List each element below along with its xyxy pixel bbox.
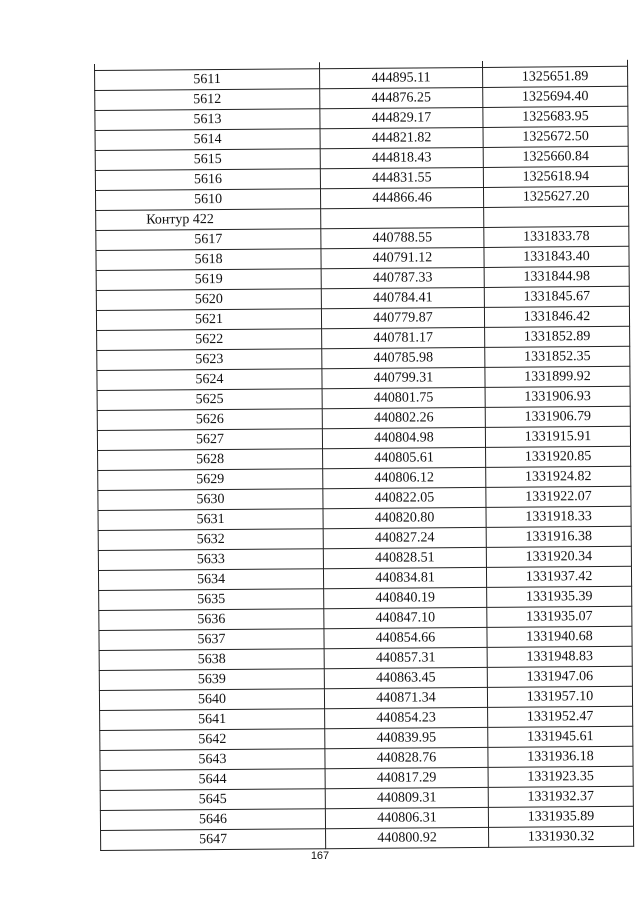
contour-label: Контур 422 [96,209,321,231]
table-row [101,826,634,850]
x-coordinate-cell: 440781.17 [322,327,485,348]
x-coordinate-cell: 440809.31 [325,787,488,808]
x-coordinate-cell: 440799.31 [322,367,485,388]
point-number-cell: 5611 [95,69,320,91]
y-coordinate-cell: 1331916.38 [486,526,631,547]
y-coordinate-cell: 1331937.42 [486,566,631,587]
y-coordinate-cell: 1331922.07 [486,486,631,507]
point-number-cell: 5630 [98,489,323,511]
y-coordinate-cell: 1331845.67 [484,286,629,307]
point-number-cell: 5615 [95,149,320,171]
x-coordinate-cell: 440784.41 [321,287,484,308]
y-coordinate-cell: 1331936.18 [488,746,633,767]
x-coordinate-cell: 440788.55 [321,227,484,248]
point-number-cell: 5625 [97,389,322,411]
empty-cell [321,207,484,228]
point-number-cell: 5641 [100,709,325,731]
y-coordinate-cell: 1331915.91 [485,426,630,447]
point-number-cell: 5621 [96,309,321,331]
point-number-cell: 5635 [99,589,324,611]
y-coordinate-cell: 1331930.32 [489,826,634,847]
y-coordinate-cell: 1331952.47 [488,706,633,727]
point-number-cell: 5636 [99,609,324,631]
point-number-cell: 5612 [95,89,320,111]
y-coordinate-cell: 1331947.06 [487,666,632,687]
point-number-cell: 5629 [98,469,323,491]
point-number-cell: 5618 [96,249,321,271]
x-coordinate-cell: 440863.45 [324,667,487,688]
x-coordinate-cell: 440827.24 [323,527,486,548]
x-coordinate-cell: 440806.12 [323,467,486,488]
x-coordinate-cell: 444831.55 [320,167,483,188]
empty-cell [484,206,629,227]
y-coordinate-cell: 1331935.89 [488,806,633,827]
y-coordinate-cell: 1331923.35 [488,766,633,787]
x-coordinate-cell: 440805.61 [323,447,486,468]
y-coordinate-cell: 1325694.40 [483,86,628,107]
y-coordinate-cell: 1325672.50 [483,126,628,147]
point-number-cell: 5614 [95,129,320,151]
x-coordinate-cell: 444829.17 [320,107,483,128]
point-number-cell: 5626 [97,409,322,431]
point-number-cell: 5642 [100,729,325,751]
y-coordinate-cell: 1325651.89 [483,66,628,87]
point-number-cell: 5632 [98,529,323,551]
coordinates-table [94,60,634,851]
point-number-cell: 5639 [99,669,324,691]
point-number-cell: 5644 [100,769,325,791]
x-coordinate-cell: 444866.46 [320,187,483,208]
y-coordinate-cell: 1331948.83 [487,646,632,667]
point-number-cell: 5647 [101,829,326,851]
x-coordinate-cell: 440828.76 [325,747,488,768]
x-coordinate-cell: 440806.31 [325,807,488,828]
y-coordinate-cell: 1331918.33 [486,506,631,527]
x-coordinate-cell: 444876.25 [320,87,483,108]
point-number-cell: 5627 [97,429,322,451]
point-number-cell: 5620 [96,289,321,311]
x-coordinate-cell: 440787.33 [321,267,484,288]
y-coordinate-cell: 1331899.92 [485,366,630,387]
y-coordinate-cell: 1331920.34 [486,546,631,567]
point-number-cell: 5640 [99,689,324,711]
point-number-cell: 5628 [98,449,323,471]
x-coordinate-cell: 440820.80 [323,507,486,528]
coordinates-sheet [94,60,634,851]
page-number: 167 [310,850,330,862]
y-coordinate-cell: 1331843.40 [484,246,629,267]
y-coordinate-cell: 1325618.94 [483,166,628,187]
x-coordinate-cell: 440857.31 [324,647,487,668]
x-coordinate-cell: 440804.98 [322,427,485,448]
x-coordinate-cell: 440854.66 [324,627,487,648]
x-coordinate-cell: 440847.10 [324,607,487,628]
x-coordinate-cell: 440801.75 [322,387,485,408]
x-coordinate-cell: 444818.43 [320,147,483,168]
x-coordinate-cell: 444895.11 [320,67,483,88]
y-coordinate-cell: 1331906.79 [485,406,630,427]
y-coordinate-cell: 1331852.35 [485,346,630,367]
x-coordinate-cell: 440802.26 [322,407,485,428]
point-number-cell: 5616 [95,169,320,191]
point-number-cell: 5638 [99,649,324,671]
y-coordinate-cell: 1325660.84 [483,146,628,167]
point-number-cell: 5643 [100,749,325,771]
y-coordinate-cell: 1331906.93 [485,386,630,407]
y-coordinate-cell: 1331932.37 [488,786,633,807]
x-coordinate-cell: 440822.05 [323,487,486,508]
x-coordinate-cell: 440834.81 [323,567,486,588]
point-number-cell: 5624 [97,369,322,391]
point-number-cell: 5623 [97,349,322,371]
y-coordinate-cell: 1331846.42 [484,306,629,327]
y-coordinate-cell: 1325627.20 [483,186,628,207]
point-number-cell: 5619 [96,269,321,291]
x-coordinate-cell: 440779.87 [321,307,484,328]
point-number-cell: 5631 [98,509,323,531]
y-coordinate-cell: 1331945.61 [488,726,633,747]
y-coordinate-cell: 1325683.95 [483,106,628,127]
point-number-cell: 5645 [100,789,325,811]
x-coordinate-cell: 440854.23 [325,707,488,728]
x-coordinate-cell: 440791.12 [321,247,484,268]
x-coordinate-cell: 440828.51 [323,547,486,568]
x-coordinate-cell: 444821.82 [320,127,483,148]
y-coordinate-cell: 1331940.68 [487,626,632,647]
y-coordinate-cell: 1331935.07 [487,606,632,627]
x-coordinate-cell: 440800.92 [326,827,489,848]
point-number-cell: 5617 [96,229,321,251]
point-number-cell: 5634 [98,569,323,591]
y-coordinate-cell: 1331833.78 [484,226,629,247]
point-number-cell: 5637 [99,629,324,651]
x-coordinate-cell: 440785.98 [322,347,485,368]
y-coordinate-cell: 1331844.98 [484,266,629,287]
y-coordinate-cell: 1331920.85 [486,446,631,467]
coordinates-table-body [94,60,633,851]
y-coordinate-cell: 1331957.10 [487,686,632,707]
point-number-cell: 5610 [95,189,320,211]
x-coordinate-cell: 440871.34 [324,687,487,708]
point-number-cell: 5613 [95,109,320,131]
point-number-cell: 5646 [100,809,325,831]
point-number-cell: 5622 [97,329,322,351]
y-coordinate-cell: 1331852.89 [485,326,630,347]
point-number-cell: 5633 [98,549,323,571]
x-coordinate-cell: 440840.19 [324,587,487,608]
y-coordinate-cell: 1331924.82 [486,466,631,487]
x-coordinate-cell: 440839.95 [325,727,488,748]
x-coordinate-cell: 440817.29 [325,767,488,788]
y-coordinate-cell: 1331935.39 [487,586,632,607]
